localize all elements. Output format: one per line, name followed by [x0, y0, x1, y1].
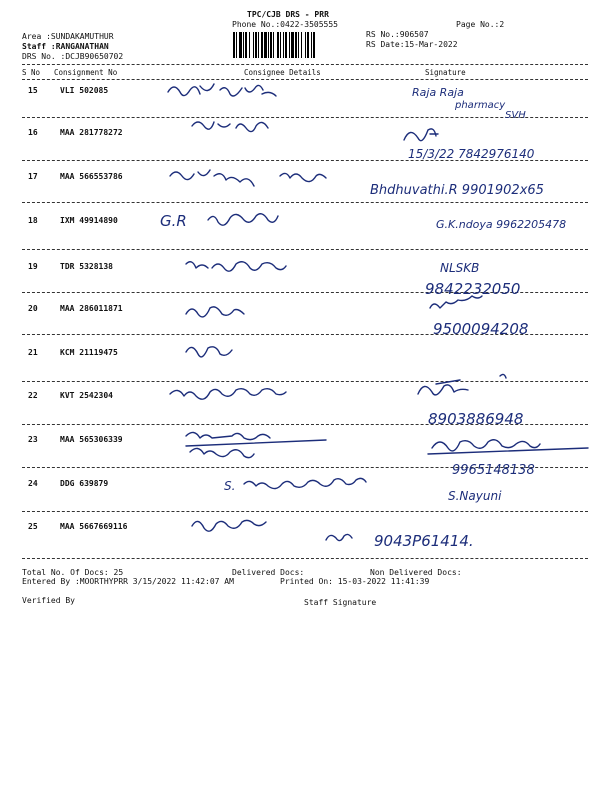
handwritten-signature: Bhdhuvathi.R 9901902x65 — [370, 183, 544, 198]
rs-number: RS No.:906507 — [366, 30, 429, 39]
handwritten-signature: SVH — [505, 110, 526, 121]
column-consignment: Consignment No — [54, 68, 118, 77]
row-consignment: IXM 49914890 — [60, 216, 118, 225]
staff-signature: Staff Signature — [304, 598, 377, 607]
handwritten-signature: G.K.ndoya 9962205478 — [436, 218, 567, 231]
handwritten-consignee-name: S. — [224, 479, 236, 493]
row-consignment: KCM 21119475 — [60, 348, 118, 357]
verified-by: Verified By — [22, 596, 75, 605]
handwritten-consignee-name — [192, 122, 268, 132]
row-sno: 17 — [28, 172, 38, 181]
row-sno: 18 — [28, 216, 38, 225]
handwritten-signature: NLSKB — [440, 261, 480, 275]
column-sno: S No — [22, 68, 41, 77]
handwritten-scribble — [418, 374, 506, 395]
handwritten-phone: 9500094208 — [433, 320, 529, 338]
handwritten-consignee-name — [186, 432, 326, 457]
handwritten-signature: Raja Raja — [412, 86, 464, 99]
handwritten-phone: 9965148138 — [452, 463, 535, 478]
handwritten-signature: 15/3/22 7842976140 — [408, 147, 535, 161]
staff-field: Staff :RANGANATHAN — [22, 42, 109, 51]
page-number: Page No.:2 — [456, 20, 505, 29]
row-consignment: MAA 566553786 — [60, 172, 123, 181]
row-sno: 19 — [28, 262, 38, 271]
handwritten-phone: 9842232050 — [425, 280, 521, 298]
row-sno: 24 — [28, 479, 38, 488]
row-consignment: VLI 502085 — [60, 86, 109, 95]
row-consignment: TDR 5328138 — [60, 262, 113, 271]
row-sno: 16 — [28, 128, 38, 137]
column-signature: Signature — [425, 68, 466, 77]
entered-by: Entered By :MOORTHYPRR 3/15/2022 11:42:07 AM — [22, 577, 234, 586]
handwritten-signature: S.Nayuni — [448, 489, 502, 503]
handwritten-phone: 8903886948 — [428, 410, 524, 428]
handwritten-scribble — [326, 534, 352, 540]
handwritten-consignee-name — [186, 307, 244, 317]
row-consignment: KVT 2542304 — [60, 391, 113, 400]
handwritten-signature: pharmacy — [455, 100, 506, 111]
row-sno: 21 — [28, 348, 38, 357]
row-consignment: MAA 286011871 — [60, 304, 123, 313]
handwritten-scribble — [428, 440, 588, 454]
row-consignment: DDG 639879 — [60, 479, 109, 488]
row-consignment: MAA 565306339 — [60, 435, 123, 444]
document-title: TPC/CJB DRS - PRR — [247, 10, 329, 19]
handwritten-consignee-name — [186, 347, 232, 357]
column-consignee: Consignee Details — [244, 68, 321, 77]
row-sno: 23 — [28, 435, 38, 444]
row-sno: 20 — [28, 304, 38, 313]
handwritten-consignee-name — [192, 520, 266, 531]
row-consignment: MAA 281778272 — [60, 128, 123, 137]
handwritten-scribble — [404, 129, 438, 141]
handwritten-consignee-name — [168, 84, 276, 96]
drs-number: DRS No. :DCJB90650702 — [22, 52, 124, 61]
row-consignment: MAA 5667669116 — [60, 522, 128, 531]
total-docs: Total No. Of Docs: 25 — [22, 568, 124, 577]
row-sno: 22 — [28, 391, 38, 400]
rs-date: RS Date:15-Mar-2022 — [366, 40, 458, 49]
handwritten-consignee-name — [244, 478, 366, 488]
handwritten-phone: 9043P61414. — [374, 532, 474, 550]
handwritten-consignee-name — [208, 214, 278, 225]
row-sno: 15 — [28, 86, 38, 95]
handwritten-consignee-name — [170, 170, 326, 186]
delivered-docs: Delivered Docs: — [232, 568, 305, 577]
area-field: Area :SUNDAKAMUTHUR — [22, 32, 114, 41]
handwritten-consignee-name — [170, 389, 286, 400]
phone-number: Phone No.:0422-3505555 — [232, 20, 338, 29]
handwritten-consignee-name — [186, 262, 286, 271]
handwritten-consignee-name: G.R — [160, 212, 187, 230]
non-delivered-docs: Non Delivered Docs: — [370, 568, 462, 577]
printed-on: Printed On: 15-03-2022 11:41:39 — [280, 577, 430, 586]
row-sno: 25 — [28, 522, 38, 531]
